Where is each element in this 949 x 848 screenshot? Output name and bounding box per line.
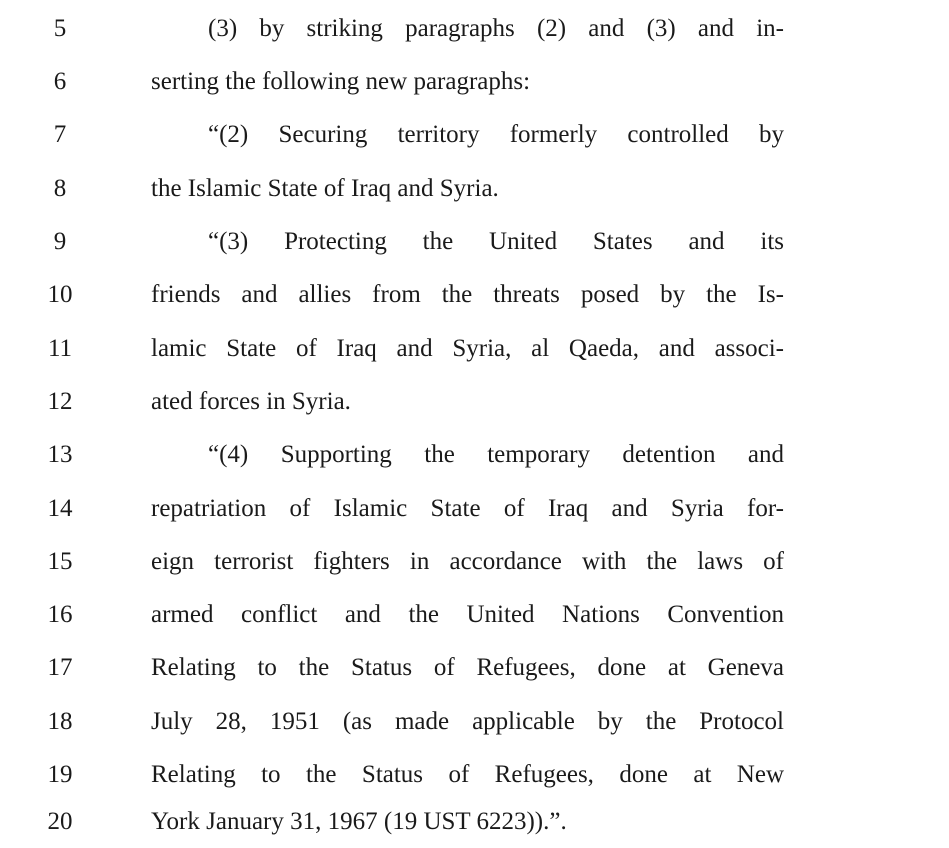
line-number: 15 [47,548,73,575]
line-text: repatriation of Islamic State of Iraq and Syria for- [151,495,784,522]
line-number: 17 [47,654,73,681]
line-number: 16 [47,601,73,628]
line-text: July 28, 1951 (as made applicable by the Protocol [151,708,784,735]
line-13 [0,428,949,481]
line-8 [0,162,949,215]
line-text: serting the following new paragraphs: [151,68,531,95]
line-text: “(2) Securing territory formerly controlled by [208,121,784,148]
line-number: 9 [53,228,67,255]
line-7 [0,108,949,161]
line-18 [0,695,949,748]
line-9 [0,215,949,268]
line-number: 8 [53,175,67,202]
line-14 [0,482,949,535]
line-5 [0,2,949,55]
line-number: 14 [47,495,73,522]
line-number: 6 [53,68,67,95]
line-number: 10 [47,281,73,308]
line-text: armed conflict and the United Nations Convention [151,601,784,628]
line-20 [0,795,949,848]
line-text: the Islamic State of Iraq and Syria. [151,175,499,202]
line-number: 11 [47,335,73,362]
line-text: York January 31, 1967 (19 UST 6223)).”. [151,808,567,835]
line-text: (3) by striking paragraphs (2) and (3) and in- [208,15,784,42]
line-15 [0,535,949,588]
line-text: lamic State of Iraq and Syria, al Qaeda, and associ- [151,335,784,362]
line-text: Relating to the Status of Refugees, done at New [151,761,784,788]
line-number: 7 [53,121,67,148]
line-11 [0,322,949,375]
line-16 [0,588,949,641]
line-text: friends and allies from the threats posed by the Is- [151,281,784,308]
line-text: Relating to the Status of Refugees, done at Geneva [151,654,784,681]
line-17 [0,641,949,694]
line-text: “(4) Supporting the temporary detention and [208,441,784,468]
line-10 [0,268,949,321]
line-number: 18 [47,708,73,735]
line-text: eign terrorist fighters in accordance with the laws of [151,548,784,575]
line-text: ated forces in Syria. [151,388,351,415]
line-19 [0,748,949,801]
line-number: 12 [47,388,73,415]
line-number: 20 [47,808,73,835]
line-6 [0,55,949,108]
line-number: 13 [47,441,73,468]
line-number: 5 [53,15,67,42]
line-number: 19 [47,761,73,788]
line-12 [0,375,949,428]
line-text: “(3) Protecting the United States and its [208,228,784,255]
